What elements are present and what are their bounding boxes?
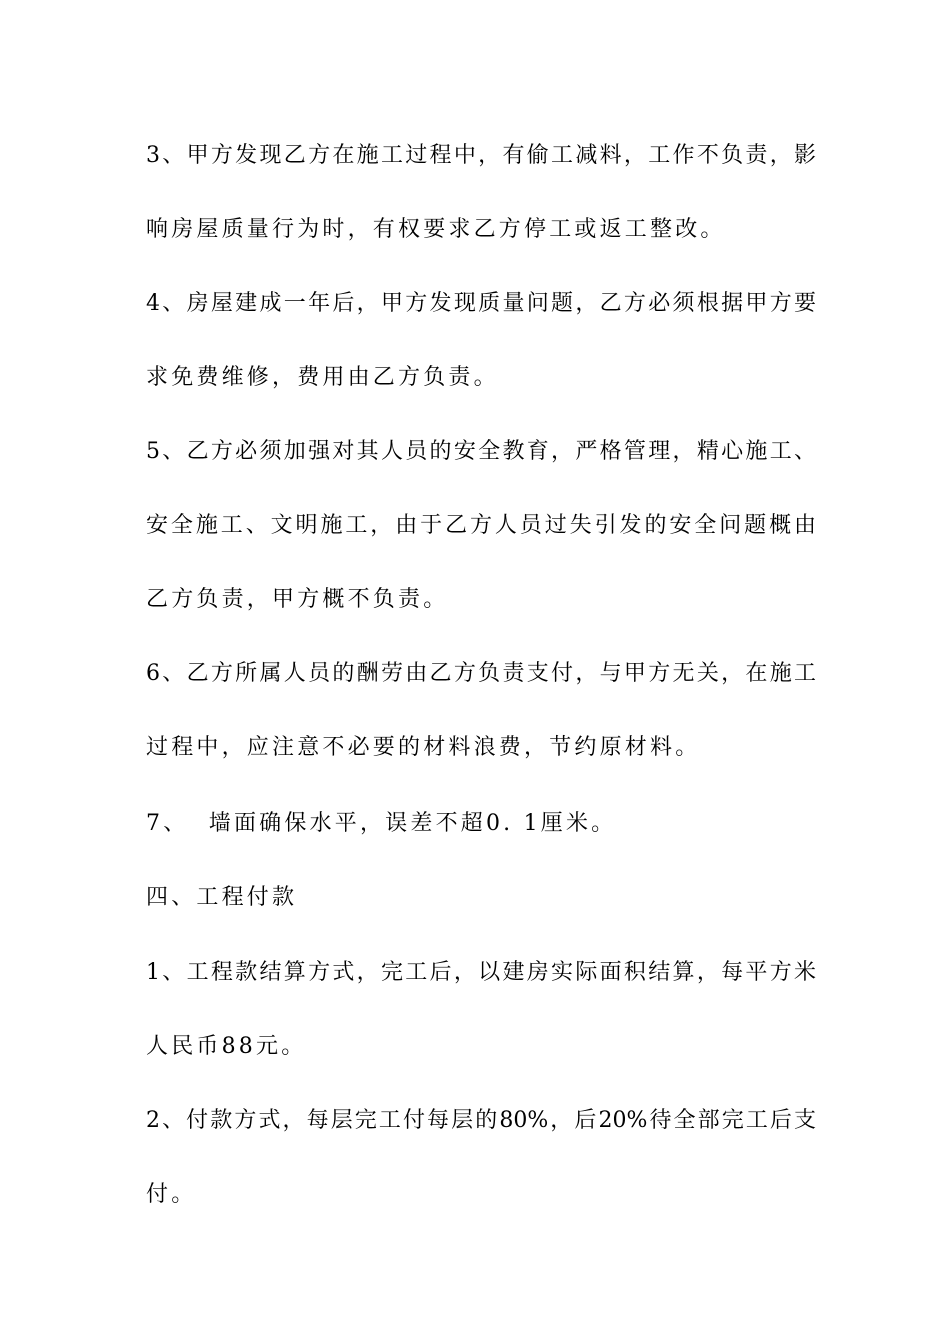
section-heading-payment: 四、工程付款 [146,885,298,910]
paragraph-6-line-2: 过程中，应注意不必要的材料浪费，节约原材料。 [146,735,701,760]
paragraph-7: 7、 墙面确保水平，误差不超0. 1厘米。 [146,811,617,836]
paragraph-4-line-1: 4、房屋建成一年后，甲方发现质量问题，乙方必须根据甲方要 [146,291,816,316]
paragraph-5-line-3: 乙方负责，甲方概不负责。 [146,587,449,612]
paragraph-6-line-1: 6、乙方所属人员的酬劳由乙方负责支付，与甲方无关，在施工 [146,661,816,686]
paragraph-5-line-1: 5、乙方必须加强对其人员的安全教育，严格管理，精心施工、 [146,439,816,464]
paragraph-3-line-1: 3、甲方发现乙方在施工过程中，有偷工减料，工作不负责，影 [146,143,816,168]
payment-item-2-line-1: 2、付款方式，每层完工付每层的80%，后20%待全部完工后支 [146,1108,816,1133]
payment-item-2-line-2: 付。 [146,1182,197,1207]
paragraph-5-line-2: 安全施工、文明施工，由于乙方人员过失引发的安全问题概由 [146,513,816,538]
paragraph-3-line-2: 响房屋质量行为时，有权要求乙方停工或返工整改。 [146,217,726,242]
payment-item-1-line-2: 人民币88元。 [146,1034,307,1059]
paragraph-4-line-2: 求免费维修，费用由乙方负责。 [146,365,499,390]
payment-item-1-line-1: 1、工程款结算方式，完工后，以建房实际面积结算，每平方米 [146,960,816,985]
